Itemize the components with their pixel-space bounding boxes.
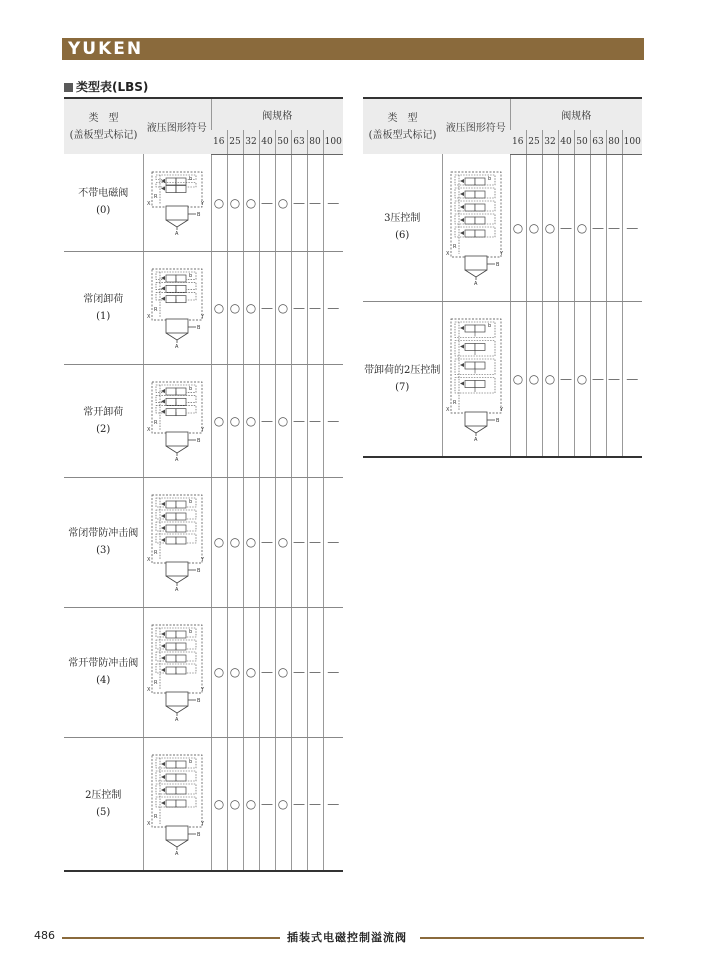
unavailable-mark: — xyxy=(606,301,622,457)
available-mark: ○ xyxy=(211,737,227,871)
unavailable-mark: — xyxy=(606,154,622,301)
unavailable-mark: — xyxy=(291,477,307,607)
type-table-left xyxy=(64,97,343,872)
section-title-text: 类型表(LBS) xyxy=(76,80,149,94)
header-size: 25 xyxy=(526,130,542,154)
available-mark: ○ xyxy=(243,154,259,251)
header-size: 100 xyxy=(323,130,343,154)
type-name: 常闭卸荷 xyxy=(83,293,124,305)
port-x-label: X xyxy=(147,427,151,433)
available-mark: ○ xyxy=(243,607,259,737)
hydraulic-symbol-icon xyxy=(146,492,208,592)
port-a-label: A xyxy=(175,230,179,236)
header-size: 100 xyxy=(622,130,642,154)
port-b-label: B xyxy=(197,698,201,704)
port-r-label: R xyxy=(154,813,158,820)
available-mark: ○ xyxy=(275,607,291,737)
table-row xyxy=(64,251,343,364)
port-x-label: X xyxy=(446,250,450,257)
type-cell xyxy=(64,477,143,607)
available-mark: ○ xyxy=(211,477,227,607)
header-symbol: 液压图形符号 xyxy=(143,98,211,154)
port-b-small-label: b xyxy=(488,175,492,182)
type-name: 常开卸荷 xyxy=(83,406,124,418)
unavailable-mark: — xyxy=(323,364,343,477)
port-a-label: A xyxy=(175,850,179,856)
unavailable-mark: — xyxy=(291,154,307,251)
port-y-label: Y xyxy=(201,820,205,827)
header-size: 50 xyxy=(574,130,590,154)
unavailable-mark: — xyxy=(307,364,323,477)
header-size: 80 xyxy=(606,130,622,154)
port-y-label: Y xyxy=(500,250,504,257)
unavailable-mark: — xyxy=(291,737,307,871)
port-x-label: X xyxy=(446,406,450,413)
table-row xyxy=(64,154,343,251)
hydraulic-symbol-icon xyxy=(146,752,208,856)
unavailable-mark: — xyxy=(323,154,343,251)
available-mark: ○ xyxy=(227,364,243,477)
available-mark: ○ xyxy=(275,477,291,607)
available-mark: ○ xyxy=(526,301,542,457)
type-code: (4) xyxy=(96,675,111,686)
port-b-small-label: b xyxy=(189,629,193,635)
unavailable-mark: — xyxy=(307,737,323,871)
unavailable-mark: — xyxy=(259,364,275,477)
type-cell xyxy=(64,251,143,364)
available-mark: ○ xyxy=(211,607,227,737)
unavailable-mark: — xyxy=(590,301,606,457)
header-size: 80 xyxy=(307,130,323,154)
table-row xyxy=(64,364,343,477)
available-mark: ○ xyxy=(227,251,243,364)
unavailable-mark: — xyxy=(291,251,307,364)
header-symbol: 液压图形符号 xyxy=(442,98,510,154)
available-mark: ○ xyxy=(526,154,542,301)
port-b-label: B xyxy=(197,568,201,574)
port-b-small-label: b xyxy=(189,386,193,392)
port-r-label: R xyxy=(154,680,158,686)
port-b-label: B xyxy=(496,417,500,424)
unavailable-mark: — xyxy=(323,477,343,607)
port-a-label: A xyxy=(175,587,179,592)
port-y-label: Y xyxy=(201,200,205,207)
symbol-cell xyxy=(143,477,211,607)
port-a-label: A xyxy=(175,344,179,349)
table-row xyxy=(363,154,642,301)
port-a-label: A xyxy=(175,457,179,462)
port-x-label: X xyxy=(147,687,151,693)
available-mark: ○ xyxy=(275,737,291,871)
port-r-label: R xyxy=(453,399,457,406)
port-b-small-label: b xyxy=(488,322,492,329)
hydraulic-symbol-icon xyxy=(146,169,208,236)
header-sizes-title: 阀规格 xyxy=(510,98,642,130)
port-a-label: A xyxy=(175,717,179,722)
symbol-cell xyxy=(143,737,211,871)
type-name: 常开带防冲击阀 xyxy=(68,658,139,669)
port-y-label: Y xyxy=(201,687,205,693)
header-size: 32 xyxy=(243,130,259,154)
unavailable-mark: — xyxy=(291,364,307,477)
unavailable-mark: — xyxy=(307,251,323,364)
unavailable-mark: — xyxy=(323,607,343,737)
port-y-label: Y xyxy=(201,557,205,563)
unavailable-mark: — xyxy=(622,301,642,457)
port-r-label: R xyxy=(154,550,158,556)
available-mark: ○ xyxy=(243,251,259,364)
type-code: (5) xyxy=(96,806,111,818)
port-b-label: B xyxy=(197,438,201,444)
yuken-logo: YUKEN xyxy=(68,39,144,59)
available-mark: ○ xyxy=(542,301,558,457)
port-y-label: Y xyxy=(500,406,504,413)
unavailable-mark: — xyxy=(307,607,323,737)
symbol-cell xyxy=(442,154,510,301)
footer-title: 插装式电磁控制溢流阀 xyxy=(287,931,407,944)
table-row xyxy=(64,607,343,737)
type-name: 常闭带防冲击阀 xyxy=(68,528,139,539)
port-b-small-label: b xyxy=(189,273,193,279)
type-code: (7) xyxy=(395,381,410,393)
port-b-small-label: b xyxy=(189,499,193,505)
port-b-label: B xyxy=(197,325,201,331)
type-code: (0) xyxy=(96,205,111,217)
port-r-label: R xyxy=(154,307,158,313)
type-cell xyxy=(363,301,442,457)
port-y-label: Y xyxy=(201,314,205,320)
header-size: 16 xyxy=(510,130,526,154)
type-name: 带卸荷的2压控制 xyxy=(364,364,441,376)
available-mark: ○ xyxy=(275,154,291,251)
type-cell xyxy=(363,154,442,301)
footer-rule-left xyxy=(62,937,280,939)
header-size: 16 xyxy=(211,130,227,154)
header-size: 32 xyxy=(542,130,558,154)
unavailable-mark: — xyxy=(259,154,275,251)
available-mark: ○ xyxy=(243,477,259,607)
port-x-label: X xyxy=(147,820,151,827)
footer-rule-right xyxy=(420,937,644,939)
port-x-label: X xyxy=(147,314,151,320)
unavailable-mark: — xyxy=(307,477,323,607)
available-mark: ○ xyxy=(227,477,243,607)
table-row xyxy=(64,737,343,871)
type-cell xyxy=(64,737,143,871)
available-mark: ○ xyxy=(275,251,291,364)
port-b-small-label: b xyxy=(189,175,193,182)
table-row xyxy=(363,301,642,457)
port-b-label: B xyxy=(197,831,201,838)
unavailable-mark: — xyxy=(259,251,275,364)
symbol-cell xyxy=(143,154,211,251)
unavailable-mark: — xyxy=(259,737,275,871)
unavailable-mark: — xyxy=(590,154,606,301)
hydraulic-symbol-icon xyxy=(146,266,208,349)
header-size: 25 xyxy=(227,130,243,154)
port-y-label: Y xyxy=(201,427,205,433)
available-mark: ○ xyxy=(211,364,227,477)
port-b-label: B xyxy=(197,211,201,218)
header-size: 63 xyxy=(590,130,606,154)
port-x-label: X xyxy=(147,557,151,563)
port-a-label: A xyxy=(474,436,478,442)
unavailable-mark: — xyxy=(259,607,275,737)
type-cell xyxy=(64,364,143,477)
type-name: 2压控制 xyxy=(85,789,122,801)
unavailable-mark: — xyxy=(622,154,642,301)
symbol-cell xyxy=(143,251,211,364)
unavailable-mark: — xyxy=(558,154,574,301)
port-r-label: R xyxy=(453,243,457,250)
hydraulic-symbol-icon xyxy=(146,622,208,722)
header-type: 类 型 (盖板型式标记) xyxy=(64,98,143,154)
unavailable-mark: — xyxy=(323,737,343,871)
type-code: (1) xyxy=(96,310,111,322)
type-code: (2) xyxy=(96,423,111,435)
header-size: 63 xyxy=(291,130,307,154)
available-mark: ○ xyxy=(243,364,259,477)
type-code: (6) xyxy=(395,230,410,242)
unavailable-mark: — xyxy=(291,607,307,737)
type-cell xyxy=(64,154,143,251)
type-name: 3压控制 xyxy=(384,213,421,225)
port-b-small-label: b xyxy=(189,758,193,765)
available-mark: ○ xyxy=(542,154,558,301)
page-number: 486 xyxy=(34,929,55,942)
symbol-cell xyxy=(442,301,510,457)
unavailable-mark: — xyxy=(259,477,275,607)
table-row xyxy=(64,477,343,607)
available-mark: ○ xyxy=(227,737,243,871)
hydraulic-symbol-icon xyxy=(445,169,507,286)
available-mark: ○ xyxy=(211,154,227,251)
available-mark: ○ xyxy=(211,251,227,364)
brand-bar xyxy=(62,38,644,60)
header-type: 类 型 (盖板型式标记) xyxy=(363,98,442,154)
header-size: 40 xyxy=(558,130,574,154)
available-mark: ○ xyxy=(275,364,291,477)
unavailable-mark: — xyxy=(307,154,323,251)
available-mark: ○ xyxy=(227,154,243,251)
port-b-label: B xyxy=(496,261,500,268)
hydraulic-symbol-icon xyxy=(445,316,507,442)
available-mark: ○ xyxy=(574,301,590,457)
available-mark: ○ xyxy=(510,154,526,301)
available-mark: ○ xyxy=(227,607,243,737)
unavailable-mark: — xyxy=(323,251,343,364)
available-mark: ○ xyxy=(574,154,590,301)
type-name: 不带电磁阀 xyxy=(78,188,129,200)
square-bullet-icon xyxy=(64,83,73,92)
section-title xyxy=(64,80,148,94)
available-mark: ○ xyxy=(510,301,526,457)
type-table-right xyxy=(363,97,642,458)
header-size: 50 xyxy=(275,130,291,154)
header-sizes-title: 阀规格 xyxy=(211,98,343,130)
symbol-cell xyxy=(143,607,211,737)
type-code: (3) xyxy=(96,545,111,556)
type-cell xyxy=(64,607,143,737)
available-mark: ○ xyxy=(243,737,259,871)
port-r-label: R xyxy=(154,193,158,200)
port-a-label: A xyxy=(474,280,478,286)
port-x-label: X xyxy=(147,200,151,207)
port-r-label: R xyxy=(154,420,158,426)
hydraulic-symbol-icon xyxy=(146,379,208,462)
unavailable-mark: — xyxy=(558,301,574,457)
symbol-cell xyxy=(143,364,211,477)
header-size: 40 xyxy=(259,130,275,154)
